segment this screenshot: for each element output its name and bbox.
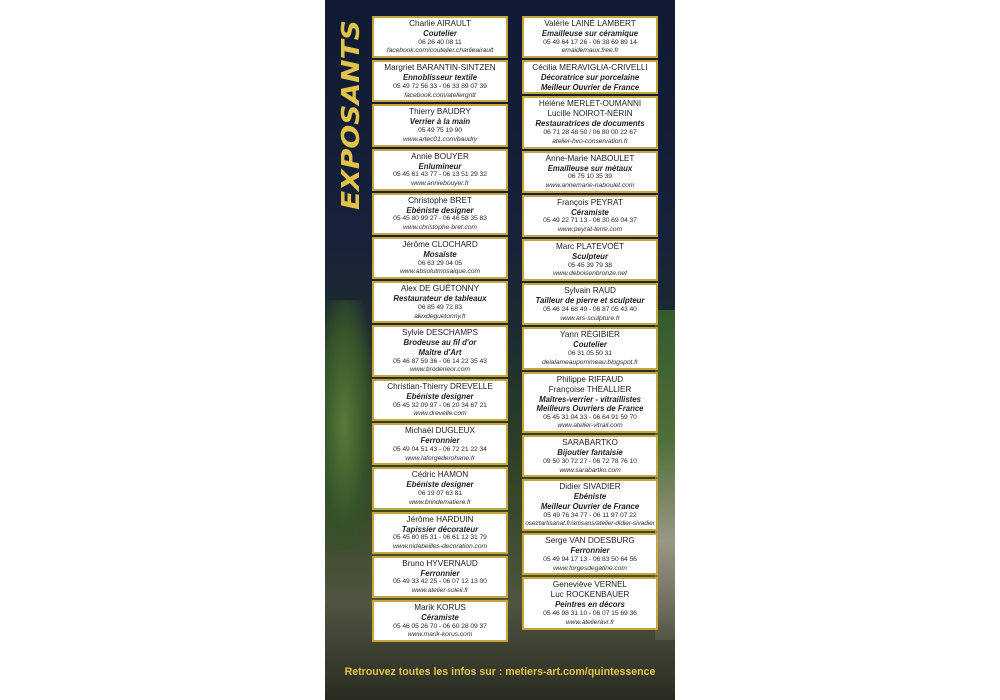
exhibitor-website: www.brindematiere.fr	[409, 498, 471, 506]
exhibitor-card	[522, 239, 658, 281]
exhibitor-name: Philippe RIFFAUD	[556, 374, 624, 384]
exhibitor-craft: Ebéniste designer	[406, 205, 474, 215]
exhibitor-phone: 06 19 07 63 81	[418, 490, 462, 498]
exhibitor-card	[522, 435, 658, 477]
exhibitor-phone: 05 45 39 79 38	[568, 261, 612, 269]
exhibitor-card	[522, 577, 658, 629]
exhibitor-craft: Céramiste	[571, 207, 609, 217]
exhibitor-craft: Tapissier décorateur	[401, 524, 479, 534]
exhibitor-card	[372, 281, 508, 323]
exhibitor-website: www.absolutmosaique.com	[399, 268, 481, 276]
exhibitor-phone: 09 50 30 72 27 - 06 72 78 76 10	[543, 457, 637, 465]
exhibitor-card	[522, 195, 658, 237]
exhibitor-card	[372, 379, 508, 421]
exhibitor-phone: 05 46 87 59 36 - 06 14 22 35 43	[393, 357, 487, 365]
exhibitor-phone: 05 45 80 99 27 - 06 46 58 35 83	[393, 215, 487, 223]
exhibitor-name: Luc ROCKENBAUER	[550, 590, 630, 600]
exhibitor-craft: Emailleuse sur métaux	[547, 163, 633, 173]
exhibitor-craft: Verrier à la main	[409, 117, 471, 127]
exhibitor-craft: Meilleur Ouvrier de France	[540, 502, 640, 512]
exhibitor-phone: 05 46 24 68 49 - 06 87 05 43 40	[543, 305, 637, 313]
exhibitor-card	[522, 533, 658, 575]
exhibitor-phone: 05 49 76 34 77 - 06 11 97 07 22	[543, 511, 637, 519]
exhibitor-website: www.atelier-vitrail.com	[557, 422, 623, 430]
exhibitor-name: Christian-Thierry DREVELLE	[387, 382, 493, 392]
exhibitor-name: Bruno HYVERNAUD	[402, 558, 478, 568]
exhibitor-card	[522, 479, 658, 531]
exhibitor-phone: 05 49 64 17 26 - 06 38 69 89 14	[543, 38, 637, 46]
exhibitor-name: Yann RÉGIBIER	[560, 330, 620, 340]
exhibitor-craft: Sculpteur	[572, 251, 608, 261]
exhibitor-website: www.forgesdegatine.com	[553, 564, 627, 572]
exhibitor-website: emaidemaux.free.fr	[561, 47, 619, 55]
exhibitor-phone: 06 63 29 04 05	[418, 259, 462, 267]
exhibitor-card	[522, 372, 658, 434]
exhibitor-craft: Mosaïste	[423, 249, 457, 259]
exhibitor-website: delalameaupommeau.blogspot.fr	[541, 358, 639, 366]
exhibitor-name: Alex DE GUÉTONNY	[400, 284, 480, 294]
exhibitor-name: François PEYRAT	[557, 197, 623, 207]
exhibitor-website: www.anniebouyer.fr	[411, 179, 469, 187]
exhibitor-card	[522, 60, 658, 94]
exhibitor-craft: Ferronnier	[570, 546, 610, 556]
exhibitor-card	[522, 283, 658, 325]
exhibitor-name: Lucille NOIROT-NÉRIN	[547, 109, 633, 119]
exhibitor-name: Hélène MERLET-OUMANNI	[538, 99, 642, 109]
exhibitor-craft: Coutelier	[423, 29, 457, 38]
exhibitor-craft: Coutelier	[573, 340, 607, 350]
exhibitor-card	[372, 149, 508, 191]
exhibitor-name: Cédric HAMON	[411, 470, 469, 480]
exhibitor-card	[372, 193, 508, 235]
exhibitor-name: Valérie LAINÉ LAMBERT	[544, 19, 636, 28]
exhibitor-craft: Ennoblisseur textile	[402, 73, 478, 83]
exhibitor-phone: 05 49 33 42 25 - 06 07 12 13 00	[393, 578, 487, 586]
exhibitor-column-left	[372, 16, 508, 644]
exhibitor-website: www.marik-korus.com	[407, 631, 473, 639]
exhibitor-card	[372, 556, 508, 598]
exhibitor-name: SARABARTKO	[562, 438, 618, 448]
exhibitor-name: Sylvie DESCHAMPS	[402, 328, 478, 338]
exhibitor-craft: Emailleuse sur céramique	[541, 29, 639, 38]
exhibitor-card	[372, 104, 508, 146]
exhibitor-name: Françoise THEALLIER	[548, 384, 632, 394]
exhibitor-website: facebook.com/ateliergritt	[404, 91, 476, 99]
exhibitor-phone: 05 46 98 31 10 - 06 07 15 69 36	[543, 610, 637, 618]
exhibitor-website: www.peyrat-terre.com	[557, 226, 623, 234]
exhibitor-card	[522, 16, 658, 58]
exhibitor-craft: Bijoutier fantaisie	[557, 448, 623, 458]
exhibitor-name: Anne-Marie NABOULET	[545, 153, 635, 163]
exhibitor-craft: Enlumineur	[418, 161, 462, 171]
exhibitor-website: www.drevelle.com	[413, 410, 467, 418]
exhibitor-name: Christophe BRET	[408, 195, 472, 205]
exhibitor-craft: Restaurateur de tableaux	[393, 294, 487, 304]
exhibitor-website: www.atelier-soleil.fr	[411, 587, 469, 595]
exhibitor-phone: 06 75 10 35 39	[568, 173, 612, 181]
exhibitor-name: Thierry BAUDRY	[409, 107, 471, 117]
exhibitor-name: Jérôme CLOCHARD	[402, 239, 478, 249]
exhibitor-phone: 05 45 61 43 77 - 06 13 51 29 32	[393, 171, 487, 179]
exhibitor-craft: Céramiste	[421, 613, 459, 623]
exhibitor-phone: 05 49 94 17 13 - 06 83 50 64 56	[543, 555, 637, 563]
exhibitor-craft: Décoratrice sur porcelaine	[540, 73, 640, 83]
exhibitor-craft: Ferronnier	[420, 568, 460, 578]
exhibitor-name: Margriet BARANTIN-SINTZEN	[384, 63, 496, 73]
exhibitor-craft: Restauratrices de documents	[535, 119, 645, 129]
exhibitor-website: www.broderieor.com	[410, 366, 470, 374]
exhibitor-card	[522, 151, 658, 193]
exhibitor-phone: 06 71 28 48 50 / 06 80 00 22 67	[543, 128, 637, 136]
exhibitor-website: oseztartisanat.fr/artisans/atelier-didier-sivadier	[525, 520, 655, 528]
exhibitor-craft: Ebéniste	[573, 492, 607, 502]
exhibitor-name: Michaël DUGLEUX	[404, 426, 476, 436]
exhibitor-craft: Tailleur de pierre et sculpteur	[535, 296, 645, 306]
exhibitor-card	[372, 467, 508, 509]
exhibitor-card	[372, 600, 508, 642]
exhibitor-craft: Brodeuse au fil d'or	[403, 338, 477, 348]
exhibitor-phone: 05 49 75 19 90	[418, 126, 462, 134]
exhibitor-card	[372, 16, 508, 58]
exhibitor-phone: 05 45 80 85 31 - 06 61 12 31 79	[393, 534, 487, 542]
exhibitor-card	[372, 237, 508, 279]
exhibitor-column-right	[522, 16, 658, 632]
exhibitor-phone: 05 49 04 51 43 - 06 72 21 22 34	[393, 445, 487, 453]
exhibitor-name: Marc PLATEVOËT	[555, 241, 625, 251]
exhibitor-phone: 05 49 72 56 33 - 06 33 89 07 39	[393, 82, 487, 90]
heading-exposants	[329, 14, 367, 214]
exhibitor-phone: 05 46 05 26 70 - 06 60 28 09 37	[393, 622, 487, 630]
exhibitor-website: www.christophe-bret.com	[402, 224, 477, 232]
exhibitor-card	[522, 96, 658, 148]
exhibitor-phone: 05 49 22 71 13 - 06 30 69 04 37	[543, 217, 637, 225]
exhibitor-website: www.annemarie-naboulet.com	[545, 181, 635, 189]
exhibitor-card	[372, 325, 508, 377]
heading-text: EXPOSANTS	[336, 40, 365, 210]
exhibitor-craft: Maître d'Art	[418, 347, 462, 357]
exhibitor-craft: Maîtres-verrier - vitraillistes	[539, 394, 641, 404]
exhibitor-card	[372, 423, 508, 465]
exhibitor-craft: Ebéniste designer	[406, 392, 474, 402]
exhibitor-name: Cécilia MERAVIGLIA-CRIVELLI	[532, 63, 648, 73]
exhibitor-name: Sylvain RAUD	[564, 286, 616, 296]
exhibitor-card	[372, 60, 508, 102]
exhibitor-name: Didier SIVADIER	[559, 482, 621, 492]
exhibitor-craft: Meilleurs Ouvriers de France	[536, 404, 644, 414]
exhibitor-website: www.nidabeilles-decoration.com	[392, 543, 488, 551]
exhibitor-phone: 06 26 40 08 11	[418, 38, 462, 46]
exhibitor-phone: 05 45 32 09 97 - 06 20 34 67 21	[393, 401, 487, 409]
exhibitor-phone: 06 31 05 50 31	[568, 349, 612, 357]
exhibitor-website: atelier-hvo-conservation.fr	[552, 137, 628, 145]
exhibitor-website: www.deboisenbronze.net	[553, 270, 627, 278]
footer-info: Retrouvez toutes les infos sur : metiers-art.com/quintessence	[344, 666, 656, 678]
exhibitor-name: Annie BOUYER	[411, 151, 469, 161]
exhibitor-name: Serge VAN DOESBURG	[545, 536, 635, 546]
exhibitor-phone: 06 85 49 72 83	[418, 303, 462, 311]
exhibitor-website: facebook.com/coutelier.charlieairault	[386, 47, 494, 55]
exhibitor-name: Charlie AIRAULT	[409, 19, 471, 28]
exhibitor-craft: Peintres en décors	[555, 600, 625, 610]
exhibitor-website: www.artec01.com/baudry	[402, 135, 478, 143]
exhibitor-website: alexdeguetonny.fr	[414, 312, 466, 320]
exhibitor-website: www.laforgederohane.fr	[405, 454, 475, 462]
exhibitor-website: www.ars-sculpture.fr	[560, 314, 620, 322]
exhibitor-card	[372, 512, 508, 554]
exhibitor-card	[522, 327, 658, 369]
exhibitor-craft: Ferronnier	[420, 436, 460, 446]
exhibitor-website: www.atelieravr.fr	[565, 618, 615, 626]
exhibitor-name: Geneviève VERNEL	[552, 580, 628, 590]
exhibitor-name: Jérôme HARDUIN	[406, 514, 474, 524]
exhibitor-craft: Meilleur Ouvrier de France	[540, 82, 640, 92]
exhibitor-phone: 05 45 31 04 33 - 06 64 91 59 70	[543, 413, 637, 421]
exhibitor-name: Marik KORUS	[414, 603, 466, 613]
exhibitor-craft: Ebéniste designer	[406, 480, 474, 490]
exhibitor-website: www.sarabartko.com	[559, 466, 621, 474]
